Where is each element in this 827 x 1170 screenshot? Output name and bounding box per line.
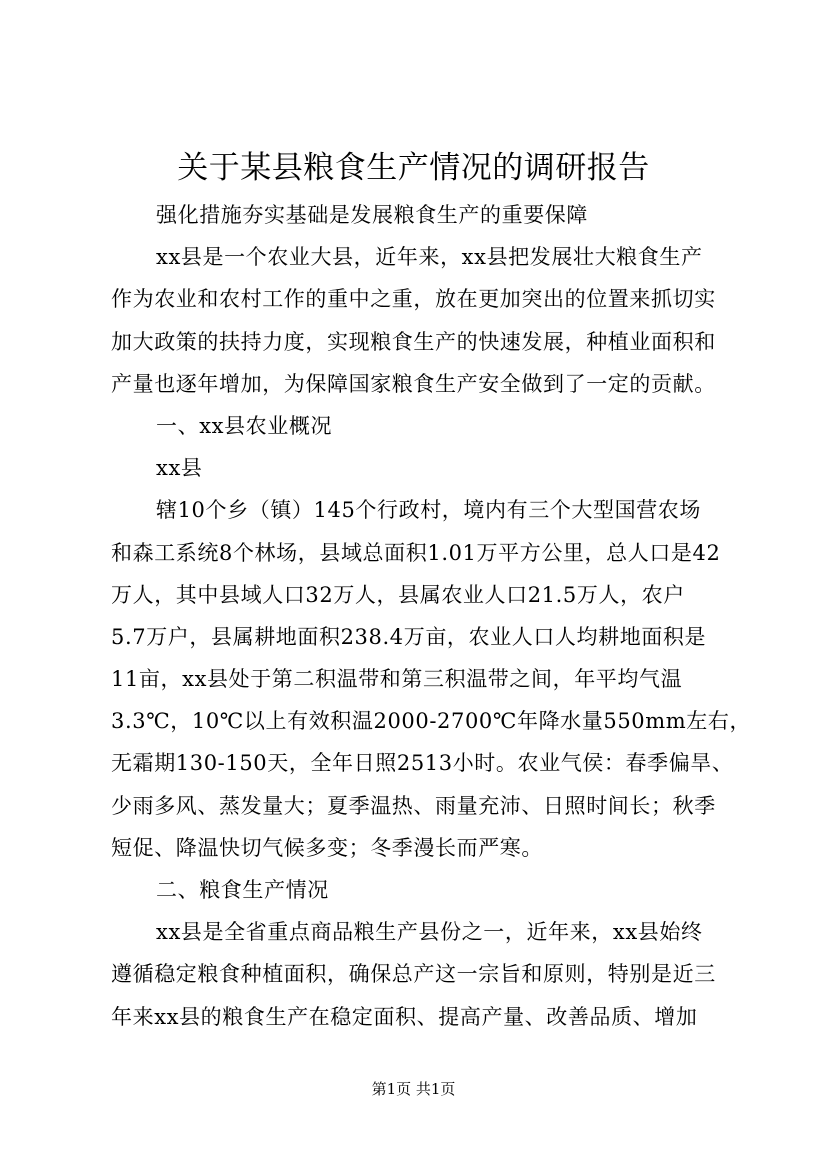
paragraph-line: 产量也逐年增加，为保障国家粮食生产安全做到了一定的贡献。 [111,371,716,396]
paragraph-line: 加大政策的扶持力度，实现粮食生产的快速发展，种植业面积和 [111,329,716,354]
paragraph-line: 年来xx县的粮食生产在稳定面积、提高产量、改善品质、增加 [111,1004,698,1029]
paragraph-line: xx县 [156,456,203,481]
document-title: 关于某县粮食生产情况的调研报告 [177,150,650,186]
paragraph-line: 5.7万户，县属耕地面积238.4万亩，农业人口人均耕地面积是 [111,624,707,649]
page-number-footer: 第1页 共1页 [371,1080,456,1098]
paragraph-line: 无霜期130-150天，全年日照2513小时。农业气侯：春季偏旱、 [111,751,734,776]
paragraph-line: 辖10个乡（镇）145个行政村，境内有三个大型国营农场 [156,498,702,523]
paragraph-line: 短促、降温快切气候多变；冬季漫长而严寒。 [111,835,543,860]
paragraph-line: 少雨多风、蒸发量大；夏季温热、雨量充沛、日照时间长；秋季 [111,793,716,818]
section-heading: 一、xx县农业概况 [156,413,333,438]
paragraph-line: xx县是全省重点商品粮生产县份之一，近年来，xx县始终 [156,920,703,945]
section-heading: 二、粮食生产情况 [156,878,329,902]
paragraph-line: 3.3℃，10℃以上有效积温2000-2700℃年降水量550mm左右， [111,709,752,734]
paragraph-line: xx县是一个农业大县，近年来，xx县把发展壮大粮食生产 [156,245,703,270]
paragraph-line: 和森工系统8个林场，县域总面积1.01万平方公里，总人口是42 [111,540,721,565]
paragraph-line: 万人，其中县域人口32万人，县属农业人口21.5万人，农户 [111,582,685,607]
section-subheading: 强化措施夯实基础是发展粮食生产的重要保障 [156,203,588,227]
document-body [111,194,752,1038]
paragraph-line: 作为农业和农村工作的重中之重，放在更加突出的位置来抓切实 [111,287,716,312]
paragraph-line: 11亩，xx县处于第二积温带和第三积温带之间，年平均气温 [111,667,683,692]
paragraph-line: 遵循稳定粮食种植面积，确保总产这一宗旨和原则，特别是近三 [111,962,716,987]
